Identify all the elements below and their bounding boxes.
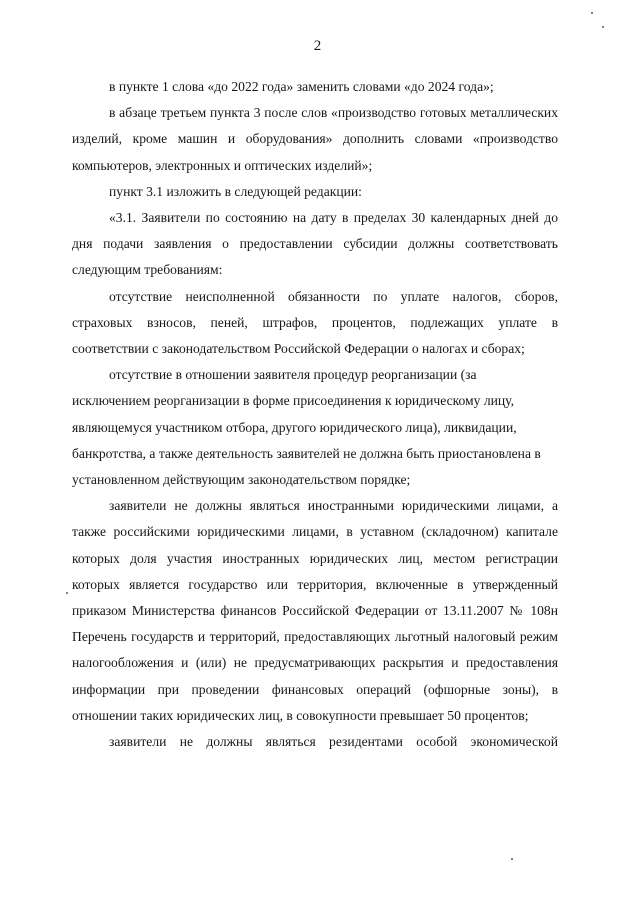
scan-speck [602, 26, 604, 28]
scan-speck [66, 592, 68, 594]
paragraph-point-3-1-intro: пункт 3.1 изложить в следующей редакции: [109, 183, 362, 199]
paragraph-special-economic-zone: заявители не должны являться резидентами особой экономической [109, 734, 558, 750]
paragraph-reorganization: отсутствие в отношении заявителя процедур реорганизации (за исключением реорганизации в форме присоединения к юридическому лицу, являющемуся участником отбора, другого юридического лица), ликвидации, банкротства, а также деятельность заявителей не должна быть приостановлена в установленном действующим законодательством порядке; [72, 367, 541, 488]
page-number: 2 [313, 38, 322, 54]
scan-speck [591, 12, 593, 14]
paragraph-foreign-entities: заявители не должны являться иностранными юридическими лицами, а также российскими юридическими лицами, в уставном (складочном) капитале которых доля участия иностранных юридических лиц, местом регистрации которых является государство или территория, включенные в утвержденный приказом Министерства финансов Российской Федерации от 13.11.2007 № 108н Перечень государств и территорий, предоставляющих льготный налоговый режим налогообложения и (или) не предусматривающих раскрытия и предоставления информации при проведении финансовых операций (офшорные зоны), в отношении таких юридических лиц, в совокупности превышает 50 процентов; [72, 498, 558, 723]
paragraph-amend-point-1: в пункте 1 слова «до 2022 года» заменить словами «до 2024 года»; [109, 79, 494, 94]
document-body [72, 74, 558, 755]
paragraph-tax-obligations: отсутствие неисполненной обязанности по уплате налогов, сборов, страховых взносов, пеней, штрафов, процентов, подлежащих уплате в соответствии с законодательством Российской Федерации о налогах и сборах; [72, 288, 558, 357]
paragraph-amend-point-3: в абзаце третьем пункта 3 после слов «производство готовых металлических изделий, кроме машин и оборудования» дополнить словами «производство компьютеров, электронных и оптических изделий»; [72, 105, 558, 173]
scan-speck [511, 858, 513, 860]
paragraph-point-3-1-requirements: «3.1. Заявители по состоянию на дату в пределах 30 календарных дней до дня подачи заявления о предоставлении субсидии должны соответствовать следующим требованиям: [72, 210, 558, 278]
